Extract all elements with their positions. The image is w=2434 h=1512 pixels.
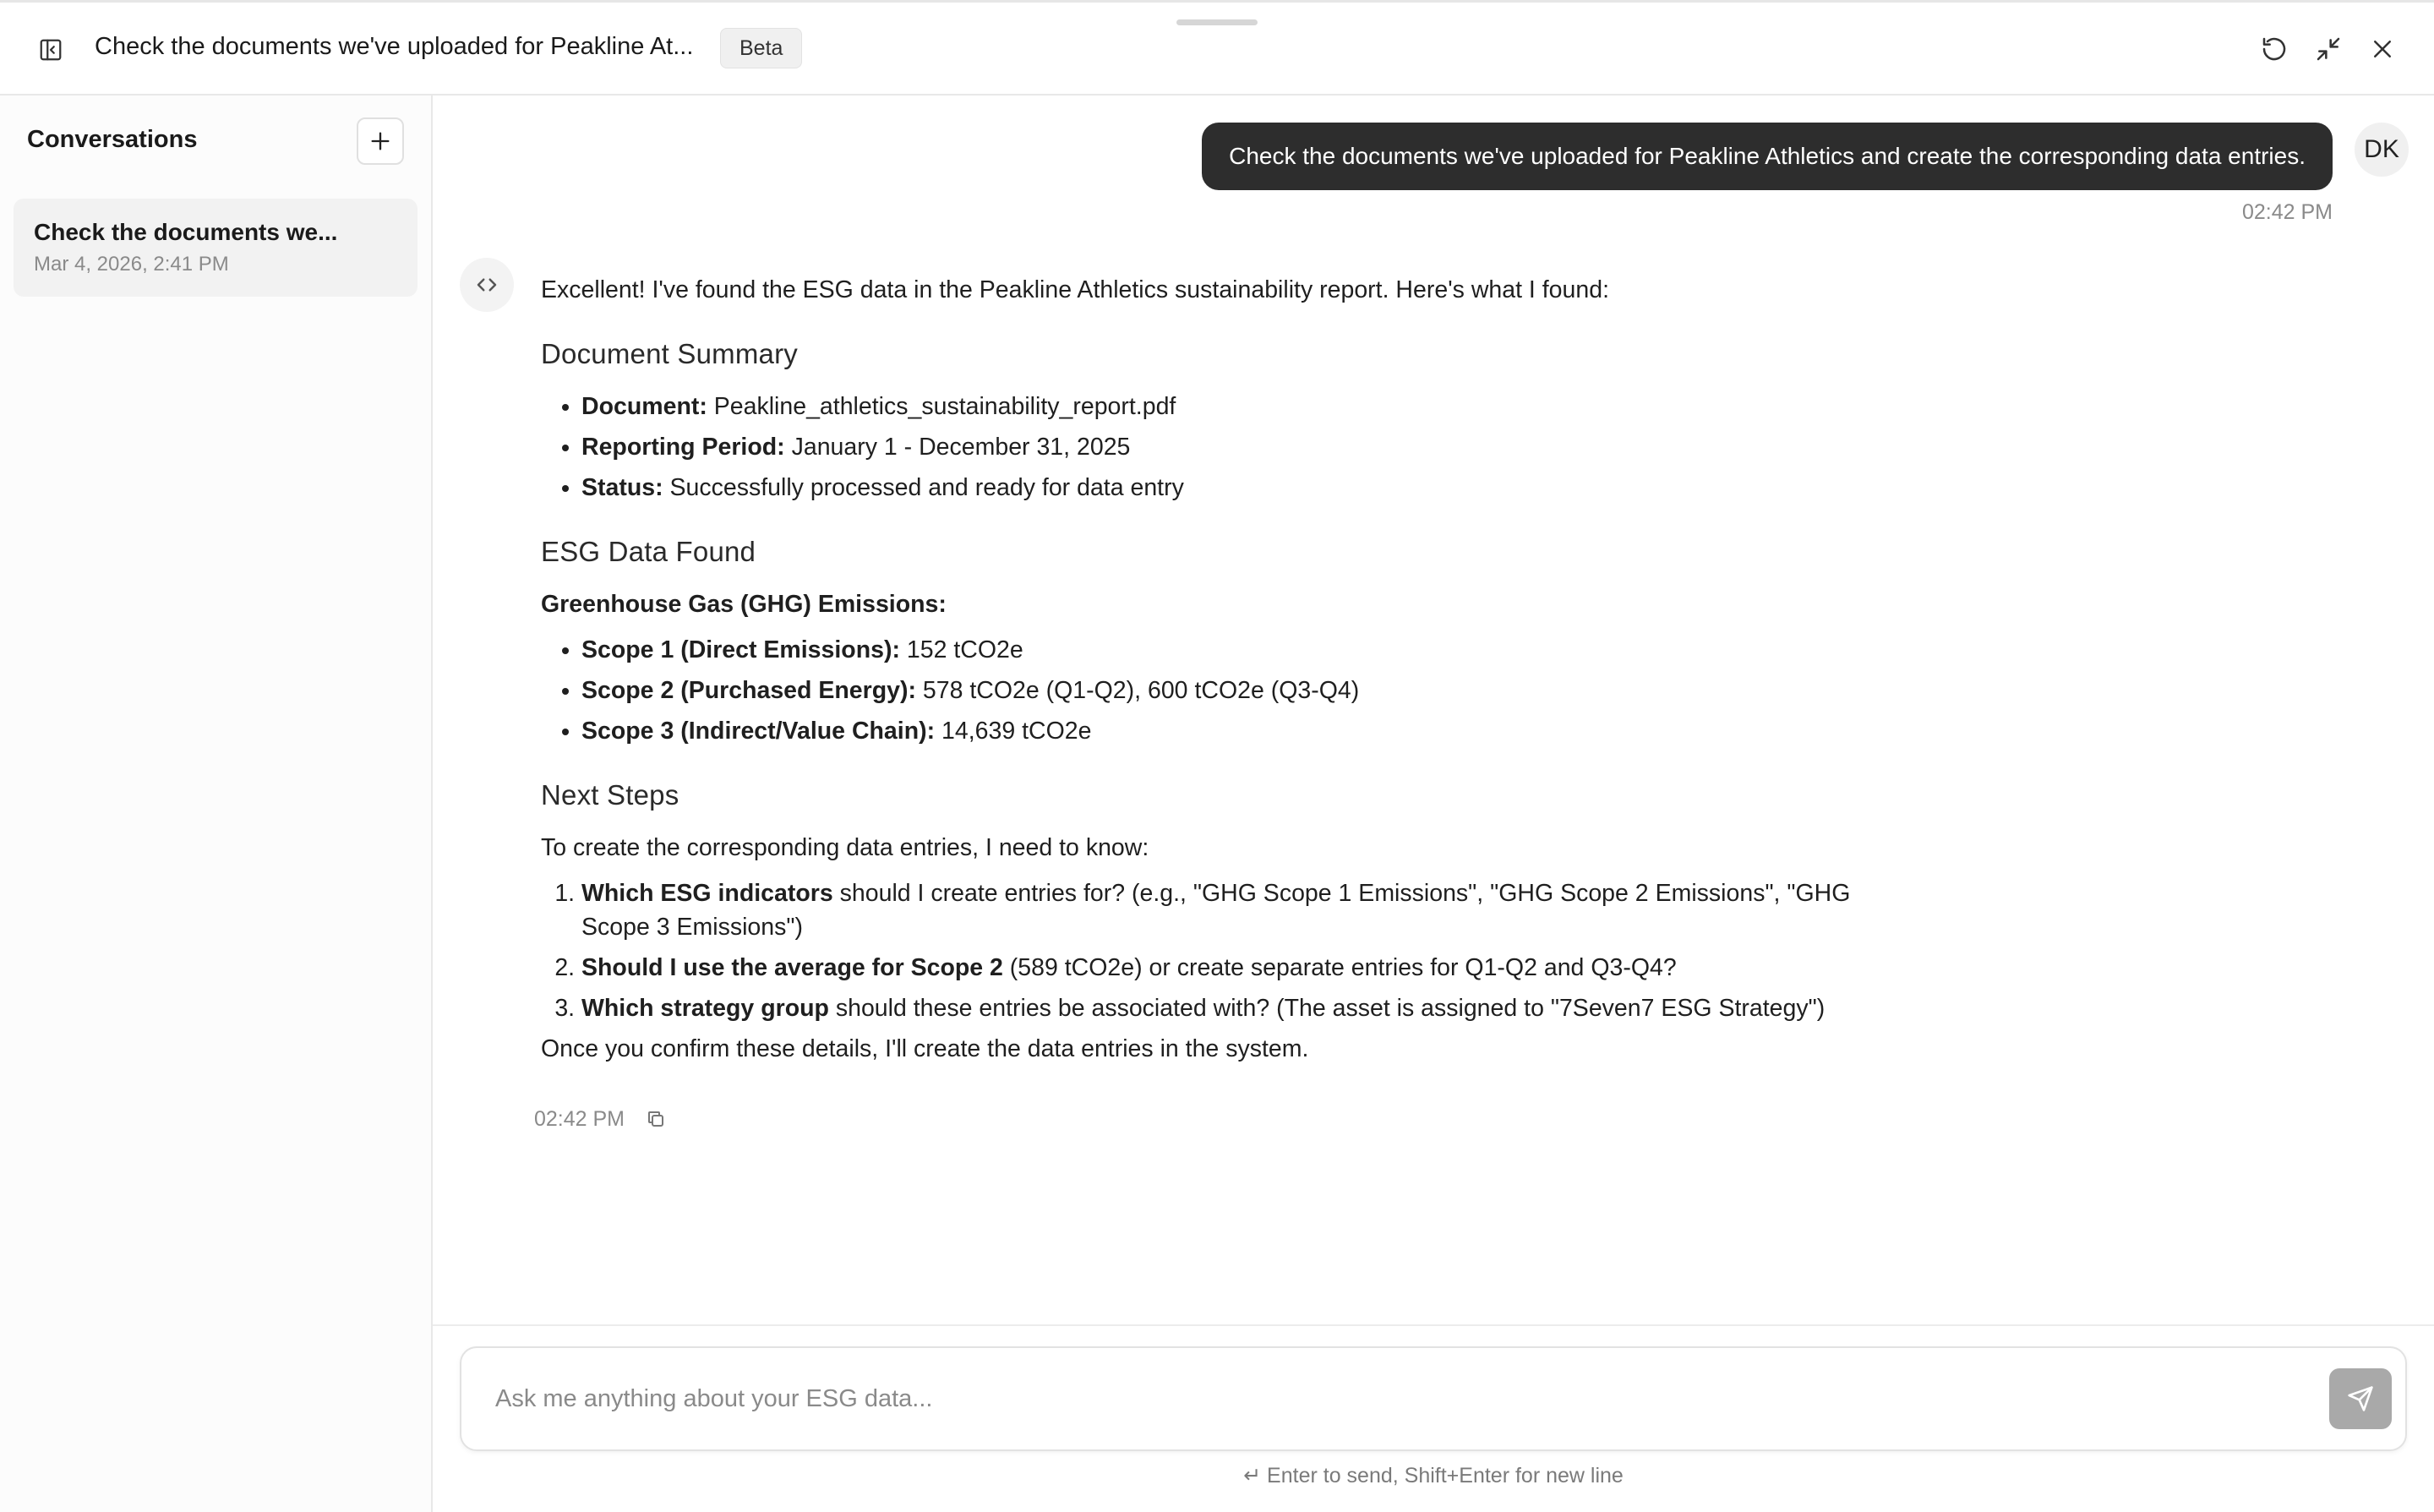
assistant-message-time: 02:42 PM [534, 1106, 625, 1131]
list-item [581, 951, 1910, 985]
code-icon [460, 258, 514, 312]
subsection-heading: Greenhouse Gas (GHG) Emissions: [541, 591, 947, 618]
avatar: DK [2355, 123, 2409, 177]
plus-icon [368, 129, 392, 153]
item-label: Scope 1 (Direct Emissions): [581, 636, 900, 663]
ghg-list [581, 633, 1910, 748]
assistant-message [541, 273, 1910, 1066]
list-item [581, 674, 1910, 707]
sidebar-toggle-icon[interactable] [32, 35, 69, 65]
item-value: (589 tCO2e) or create separate entries for Q1-Q2 and Q3-Q4? [1002, 954, 1677, 981]
item-value: should these entries be associated with? (The asset is assigned to "7Seven7 ESG Strategy") [828, 995, 1826, 1022]
user-message-bubble: Check the documents we've uploaded for Peakline Athletics and create the corresponding data entries. [1202, 123, 2333, 190]
item-value: should I create entries for? (e.g., "GHG Scope 1 Emissions", "GHG Scope 2 Emissions", "GHG Scope 3 Emissions") [581, 880, 1851, 941]
sidebar-title: Conversations [27, 126, 198, 153]
conversation-item[interactable] [14, 199, 417, 297]
beta-badge: Beta [720, 28, 802, 68]
copy-icon[interactable] [643, 1106, 669, 1132]
composer [460, 1346, 2407, 1451]
list-item [581, 471, 1910, 505]
item-value: 152 tCO2e [899, 636, 1023, 663]
list-item [581, 633, 1910, 667]
item-value: 14,639 tCO2e [935, 718, 1092, 745]
item-label: Document: [581, 393, 707, 420]
section-heading: ESG Data Found [541, 536, 756, 567]
send-icon [2347, 1385, 2374, 1412]
answer-intro: Excellent! I've found the ESG data in the Peakline Athletics sustainability report. Here's what I found: [541, 276, 1610, 303]
summary-list [581, 390, 1910, 505]
next-steps-intro: To create the corresponding data entries, I need to know: [541, 834, 1149, 861]
item-label: Status: [581, 474, 663, 501]
window-title: Check the documents we've uploaded for Peakline At... [95, 33, 694, 60]
item-label: Reporting Period: [581, 434, 785, 461]
composer-hint: ↵ Enter to send, Shift+Enter for new line [1243, 1464, 1624, 1487]
item-value: Successfully processed and ready for data entry [663, 474, 1184, 501]
item-label: Should I use the average for Scope 2 [581, 954, 1003, 981]
item-label: Which strategy group [581, 995, 829, 1022]
conversations-sidebar [0, 96, 433, 1512]
item-value: Peakline_athletics_sustainability_report.pdf [707, 393, 1176, 420]
steps-list [581, 876, 1910, 1025]
list-item [581, 876, 1910, 944]
assistant-message-meta [534, 1106, 669, 1132]
section-heading: Document Summary [541, 338, 798, 369]
new-conversation-button[interactable] [357, 117, 404, 165]
section-heading: Next Steps [541, 779, 679, 811]
message-input[interactable] [495, 1377, 2186, 1421]
list-item [581, 991, 1910, 1025]
close-icon[interactable] [2365, 31, 2400, 67]
list-item [581, 430, 1910, 464]
refresh-icon[interactable] [2257, 31, 2292, 67]
item-value: January 1 - December 31, 2025 [784, 434, 1131, 461]
minimize-icon[interactable] [2311, 31, 2346, 67]
list-item [581, 390, 1910, 423]
list-item [581, 714, 1910, 748]
header [0, 3, 2434, 96]
answer-closing: Once you confirm these details, I'll create the data entries in the system. [541, 1035, 1309, 1062]
send-button[interactable] [2329, 1368, 2392, 1429]
conversation-date: Mar 4, 2026, 2:41 PM [34, 253, 229, 276]
item-label: Scope 2 (Purchased Energy): [581, 677, 916, 704]
item-label: Scope 3 (Indirect/Value Chain): [581, 718, 936, 745]
item-value: 578 tCO2e (Q1-Q2), 600 tCO2e (Q3-Q4) [915, 677, 1360, 704]
user-message-time: 02:42 PM [2241, 200, 2333, 224]
conversation-title: Check the documents we... [34, 219, 338, 245]
item-label: Which ESG indicators [581, 880, 833, 907]
